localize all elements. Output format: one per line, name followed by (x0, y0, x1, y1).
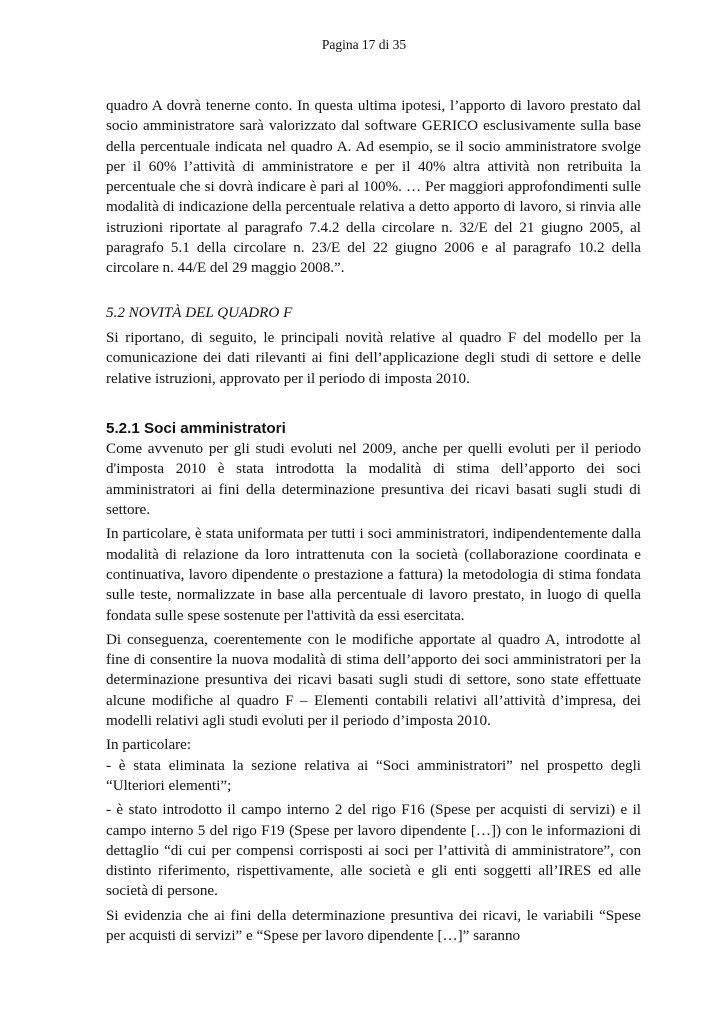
section-heading-5-2-1: 5.2.1 Soci amministratori (106, 419, 286, 437)
list-item-introdotto-campo: - è stato introdotto il campo interno 2 del rigo F16 (Spese per acquisti di servizi) e il campo interno 5 del rigo F19 (Spese per lavoro dipendente […]) con le informazioni di dettaglio “di cui per compensi corrisposti ai soci per l’attività di amministratore”, con distinto riferimento, rispettivamente, alle società e gli enti soggetti all’IRES ed alle società di persone. (106, 802, 641, 900)
paragraph-quadro-f-intro: Si riportano, di seguito, le principali novità relative al quadro F del modello per la comunicazione dei dati rilevanti ai fini dell’applicazione degli studi di settore e delle relative istruzioni, approvato per il periodo di imposta 2010. (106, 329, 641, 387)
paragraph-intro-continuation: quadro A dovrà tenerne conto. In questa ultima ipotesi, l’apporto di lavoro prestato dal socio amministratore sarà valorizzato dal software GERICO esclusivamente sulla base della percentuale indicata nel quadro A. Ad esempio, se il socio amministratore svolge per il 60% l’attività di amministratore e per il 40% altra attività non retribuita la percentuale che si dovrà indicare è pari al 100%. … Per maggiori approfondimenti sulle modalità di indicazione della percentuale relativa a detto apporto di lavoro, si rinvia alle istruzioni riportate al paragrafo 7.4.2 della circolare n. 32/E del 21 giugno 2005, al paragrafo 5.1 della circolare n. 23/E del 22 giugno 2006 e al paragrafo 10.2 della circolare n. 44/E del 29 maggio 2008.”. (106, 98, 641, 277)
document-body (106, 96, 641, 946)
section-heading-5-2: 5.2 NOVITÀ DEL QUADRO F (106, 304, 293, 321)
list-item-eliminata-sezione: - è stata eliminata la sezione relativa ai “Soci amministratori” nel prospetto degli “Ulteriori elementi”; (106, 757, 641, 794)
paragraph-conseguenza: Di conseguenza, coerentemente con le modifiche apportate al quadro A, introdotte al fine di consentire la nuova modalità di stima dell’apporto dei soci amministratori per la determinazione presuntiva dei ricavi basati sugli studi di settore, sono state effettuate alcune modifiche al quadro F – Elementi contabili relativi all’attività d’impresa, dei modelli relativi agli studi evoluti per il periodo d’imposta 2010. (106, 631, 641, 730)
paragraph-in-particolare: In particolare: (106, 737, 192, 754)
paragraph-uniformata: In particolare, è stata uniformata per tutti i soci amministratori, indipendentemente dalla modalità di relazione da loro intrattenuta con la società (collaborazione coordinata e continuativa, lavoro dipendente o prestazione a fattura) la metodologia di stima fondata sulle teste, normalizzate in base alla percentuale di lavoro prestato, in luogo di quella fondata sulle spese sostenute per l'attività da essi esercitata. (106, 526, 641, 624)
paragraph-soci-evoluti: Come avvenuto per gli studi evoluti nel 2009, anche per quelli evoluti per il periodo d'imposta 2010 è stata introdotta la modalità di stima dell’apporto dei soci amministratori ai fini della determinazione presuntiva dei ricavi basati sugli studi di settore. (106, 441, 641, 519)
paragraph-si-evidenzia: Si evidenzia che ai fini della determinazione presuntiva dei ricavi, le variabili “Spese per acquisti di servizi” e “Spese per lavoro dipendente […]” saranno (106, 907, 641, 944)
page-number-header: Pagina 17 di 35 (321, 37, 407, 52)
